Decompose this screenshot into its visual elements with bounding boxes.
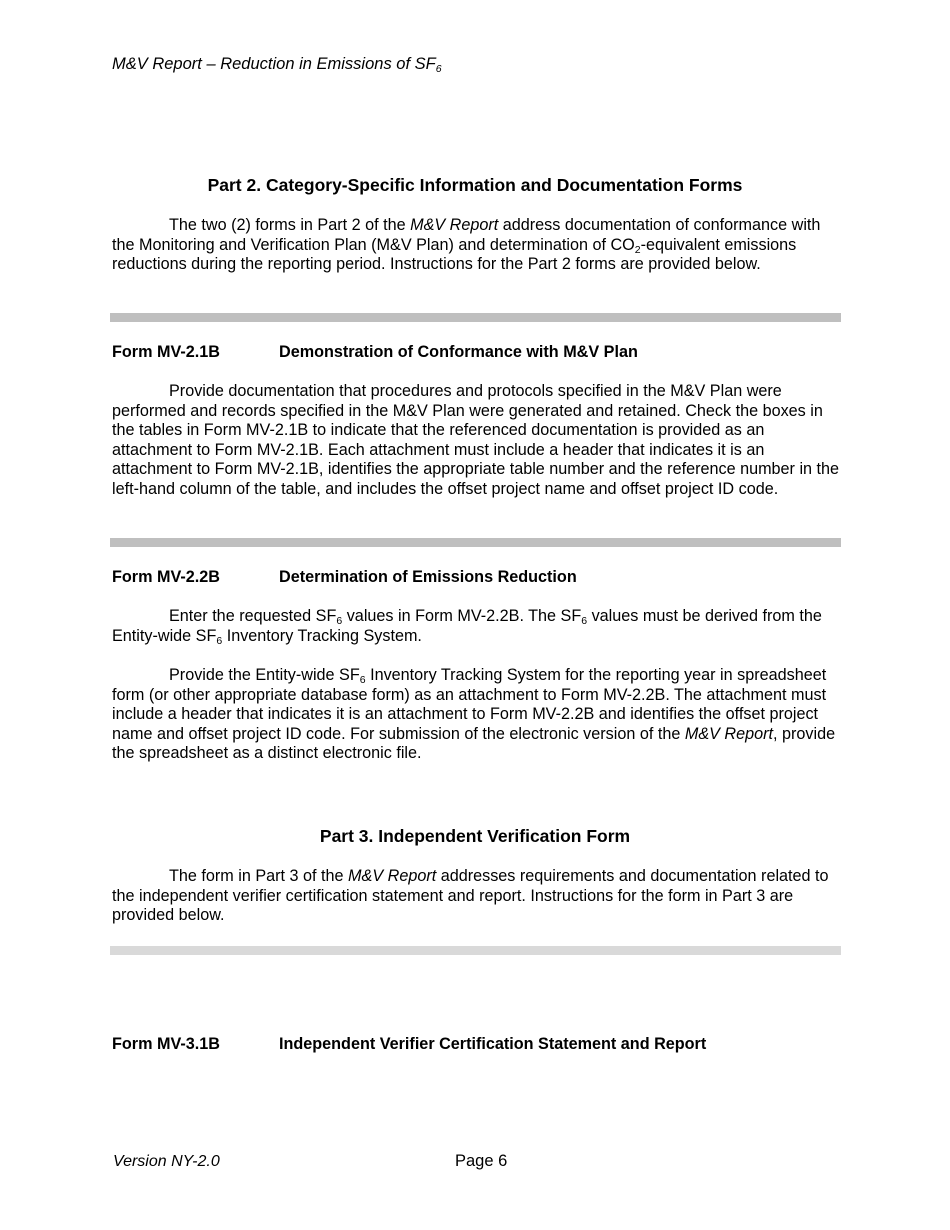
form-title: Determination of Emissions Reduction (279, 568, 577, 586)
section-divider (110, 313, 841, 322)
section-divider (110, 946, 841, 955)
form-mv21b-heading (112, 343, 638, 362)
part3-heading: Part 3. Independent Verification Form (319, 826, 631, 846)
part2-heading: Part 2. Category-Specific Information and Documentation Forms (207, 175, 743, 195)
form-title: Independent Verifier Certification Statement and Report (279, 1035, 707, 1053)
form-mv21b-paragraph: Provide documentation that procedures and protocols specified in the M&V Plan were performed and records specified in the M&V Plan were generated and retained. Check the boxes in the tables in Form MV-2.1B to indicate that the referenced documentation is provided as an attachment to Form MV-2.1B. Each attachment must include a header that indicates it is an attachment to Form MV-2.1B, identifies the appropriate table number and the reference number in the left-hand column of the table, and includes the offset project name and offset project ID code. (112, 382, 840, 498)
running-header: M&V Report – Reduction in Emissions of $SF_6$ (112, 55, 442, 75)
form-mv22b-paragraph-1: Enter the requested $SF_6$ values in Form MV-2.2B. The $SF_6$ values must be derived from the Entity-wide $SF_6$ Inventory Tracking System. (112, 607, 822, 647)
part2-intro-paragraph: The two (2) forms in Part 2 of the M&V Report address documentation of conformance with the Monitoring and Verification Plan (M&V Plan) and determination of $CO_2$-equivalent emissions reductions during the reporting period. Instructions for the Part 2 forms are provided below. (112, 216, 821, 274)
section-divider (110, 538, 841, 547)
form-mv22b-paragraph-2: Provide the Entity-wide $SF_6$ Inventory Tracking System for the reporting year in spreadsheet form (or other appropriate database form) as an attachment to Form MV-2.2B. The attachment must include a header that indicates it is an attachment to Form MV-2.2B and identifies the offset project name and offset project ID code. For submission of the electronic version of the M&V Report, provide the spreadsheet as a distinct electronic file. (112, 666, 836, 763)
form-number: Form MV-2.2B (112, 568, 220, 586)
footer-version: Version NY-2.0 (113, 1153, 220, 1170)
form-mv22b-heading (112, 568, 577, 587)
form-number: Form MV-2.1B (112, 343, 220, 361)
footer-page-number: Page 6 (455, 1152, 508, 1170)
form-title: Demonstration of Conformance with M&V Plan (279, 343, 638, 361)
part3-intro-paragraph: The form in Part 3 of the M&V Report addresses requirements and documentation related to the independent verifier certification statement and report. Instructions for the form in Part 3 are provided below. (112, 867, 829, 925)
form-mv31b-heading (112, 1035, 706, 1054)
form-number: Form MV-3.1B (112, 1035, 220, 1053)
